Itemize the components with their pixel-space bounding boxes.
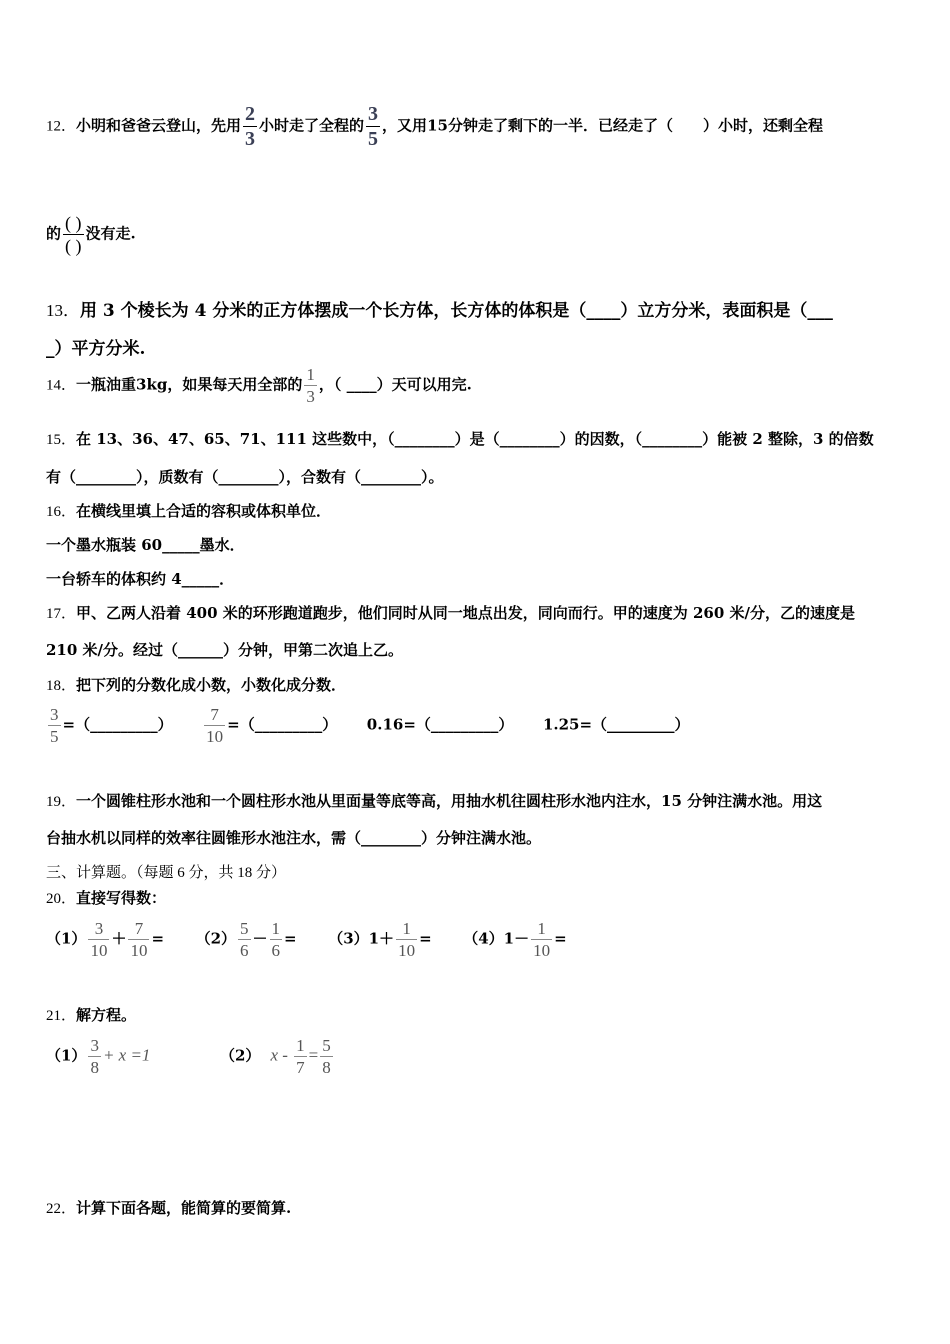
equals-sign: = xyxy=(284,929,297,948)
question-number: 18． xyxy=(46,678,77,694)
question-12-line-2 xyxy=(46,214,136,255)
denominator: 7 xyxy=(296,1058,305,1077)
denominator: 10 xyxy=(130,941,148,960)
denominator: 10 xyxy=(90,941,108,960)
fraction xyxy=(396,920,417,959)
answer-blank: =（_________） xyxy=(62,715,173,734)
item-label: （4）1－ xyxy=(463,929,530,948)
question-number: 20． xyxy=(46,891,77,907)
question-text: 小明和爸爸云登山，先用 xyxy=(76,116,242,135)
fraction xyxy=(128,920,149,959)
numerator: 5 xyxy=(240,919,249,938)
numerator: 3 xyxy=(368,103,379,125)
numerator: 5 xyxy=(322,1036,331,1055)
fraction xyxy=(294,1037,307,1076)
fraction-bar xyxy=(88,939,109,940)
denominator: 10 xyxy=(206,727,224,746)
question-text: 的 xyxy=(46,224,62,243)
question-number: 16． xyxy=(46,504,77,520)
fraction xyxy=(88,920,109,959)
denominator: 6 xyxy=(240,941,249,960)
fraction xyxy=(531,920,552,959)
question-text: 计算下面各题，能简算的要简算. xyxy=(76,1199,292,1217)
fraction-bar xyxy=(396,939,417,940)
question-text: 分钟走了剩下的一半．已经走了（ ）小时，还剩全程 xyxy=(447,116,823,135)
question-text: 有（________），质数有（________），合数有（________）。 xyxy=(46,468,444,486)
equals-sign: = xyxy=(419,929,432,948)
question-19-line-2 xyxy=(46,827,541,848)
question-text: 一个墨水瓶装 60_____墨水． xyxy=(46,536,245,554)
question-text: 一瓶油重 xyxy=(76,375,137,394)
question-text: ，如果每天用全部的 xyxy=(167,375,303,394)
numerator: 3 xyxy=(90,1036,99,1055)
fraction-bar xyxy=(320,1056,333,1057)
item-label: （1） xyxy=(46,929,87,948)
question-number: 12． xyxy=(46,118,77,135)
fraction-bar xyxy=(531,939,552,940)
question-text: 用 3 个棱长为 4 分米的正方体摆成一个长方体，长方体的体积是（____）立方分米，表面积是（___ xyxy=(80,301,833,321)
question-text: 解方程。 xyxy=(76,1006,137,1024)
question-text: 在 13、36、47、65、71、111 这些数中，（________）是（________）的因数，（________）能被 2 整除，3 的倍数 xyxy=(76,430,874,448)
numerator: 7 xyxy=(210,705,219,724)
question-15-line-2 xyxy=(46,466,444,487)
item-label: （2） xyxy=(220,1046,261,1065)
question-12-line-1 xyxy=(46,104,823,149)
numerator: 1 xyxy=(271,919,281,938)
fraction-bar xyxy=(88,1056,101,1057)
item-label: （3）1＋ xyxy=(328,929,395,948)
question-number: 14． xyxy=(46,377,77,394)
question-text: 没有走. xyxy=(85,224,136,243)
operator: ＋ xyxy=(111,929,127,948)
question-18-title xyxy=(46,674,346,695)
fraction-bar xyxy=(204,725,225,726)
question-text: 3kg xyxy=(136,375,168,394)
item-label: （2） xyxy=(195,929,237,948)
question-20-title xyxy=(46,887,166,908)
fraction xyxy=(366,104,380,149)
question-text: 一个圆锥柱形水池和一个圆柱形水池从里面量等底等高，用抽水机往圆柱形水池内注水，15 分钟注满水池。用这 xyxy=(76,792,823,810)
fraction-bar xyxy=(243,126,257,127)
question-number: 15． xyxy=(46,432,77,448)
fraction-bar xyxy=(294,1056,307,1057)
numerator: 1 xyxy=(306,365,315,384)
denominator: 8 xyxy=(90,1058,99,1077)
question-16-item-2 xyxy=(46,568,234,589)
numerator: 2 xyxy=(245,103,256,125)
fraction xyxy=(88,1037,101,1076)
fraction-bar xyxy=(48,725,61,726)
equals-sign: = xyxy=(308,1045,319,1065)
numerator: 1 xyxy=(402,919,411,938)
section-title xyxy=(46,861,286,882)
question-19-line-1 xyxy=(46,790,822,811)
question-number: 19． xyxy=(46,794,77,810)
denominator: ( ) xyxy=(65,236,82,256)
fraction-bar xyxy=(270,939,283,940)
question-text: 甲、乙两人沿着 400 米的环形跑道跑步，他们同时从同一地点出发，同向而行。甲的速度为 260 米/分，乙的速度是 xyxy=(76,604,856,622)
question-13-line-2 xyxy=(46,334,145,359)
item-label: （1） xyxy=(46,1046,87,1065)
numerator: ( ) xyxy=(65,213,82,233)
operator: － xyxy=(252,929,268,948)
question-text: 台抽水机以同样的效率往圆锥形水池注水，需（________）分钟注满水池。 xyxy=(46,829,542,847)
fraction-bar xyxy=(366,126,380,127)
fraction xyxy=(204,706,225,745)
question-number: 17． xyxy=(46,606,77,622)
question-number: 13． xyxy=(46,301,80,320)
question-number: 22． xyxy=(46,1201,77,1217)
question-21-title xyxy=(46,1004,136,1025)
fraction xyxy=(238,920,251,959)
numerator: 1 xyxy=(537,919,546,938)
question-21-equations xyxy=(46,1037,335,1076)
question-13-line-1 xyxy=(46,296,833,321)
question-16-title xyxy=(46,500,331,521)
fraction xyxy=(320,1037,333,1076)
fraction xyxy=(270,920,283,959)
fraction-bar xyxy=(238,939,251,940)
fraction xyxy=(304,366,317,405)
equation-expression: + x =1 xyxy=(102,1045,151,1065)
fraction-bar xyxy=(304,385,317,386)
question-18-items xyxy=(46,706,690,745)
denominator: 5 xyxy=(368,128,379,150)
question-text: ，又用 xyxy=(382,116,428,135)
answer-blank: 0.16=（_________） xyxy=(366,715,514,734)
numerator: 7 xyxy=(134,919,144,938)
question-text: _）平方分米. xyxy=(46,339,146,359)
equals-sign: = xyxy=(151,929,165,948)
numerator: 3 xyxy=(50,705,59,724)
denominator: 8 xyxy=(322,1058,331,1077)
fraction-bar xyxy=(63,234,84,235)
question-17-line-1 xyxy=(46,602,855,623)
question-20-items xyxy=(46,920,567,959)
question-17-line-2 xyxy=(46,639,403,660)
question-text: 直接写得数： xyxy=(76,889,167,907)
question-number: 21． xyxy=(46,1008,77,1024)
question-14 xyxy=(46,366,472,405)
question-text: 小时走了全程的 xyxy=(259,116,365,135)
equals-sign: = xyxy=(554,929,567,948)
numerator: 3 xyxy=(94,919,104,938)
denominator: 3 xyxy=(306,387,315,406)
denominator: 6 xyxy=(271,941,281,960)
fraction xyxy=(48,706,61,745)
section-heading: 三、计算题。（每题 6 分，共 18 分） xyxy=(46,865,287,881)
fraction xyxy=(243,104,257,149)
answer-blank: =（_________） xyxy=(227,715,338,734)
question-text: ，（ ____）天可以用完. xyxy=(318,375,472,394)
question-16-item-1 xyxy=(46,534,245,555)
denominator: 10 xyxy=(398,941,416,960)
question-text: 15 xyxy=(427,116,448,135)
denominator: 10 xyxy=(533,941,551,960)
question-text: 210 米/分。经过（______）分钟，甲第二次追上乙。 xyxy=(46,641,404,659)
question-text: 把下列的分数化成小数，小数化成分数． xyxy=(76,676,347,694)
equation-expression: x - xyxy=(270,1045,293,1065)
blank-fraction xyxy=(63,214,84,255)
question-text: 一台轿车的体积约 4_____． xyxy=(46,570,235,588)
denominator: 5 xyxy=(50,727,59,746)
question-text: 在横线里填上合适的容积或体积单位． xyxy=(76,502,332,520)
fraction-bar xyxy=(128,939,149,940)
numerator: 1 xyxy=(296,1036,305,1055)
question-15-line-1 xyxy=(46,428,874,449)
answer-blank: 1.25=（_________） xyxy=(542,715,690,734)
question-22 xyxy=(46,1197,291,1218)
denominator: 3 xyxy=(245,128,256,150)
